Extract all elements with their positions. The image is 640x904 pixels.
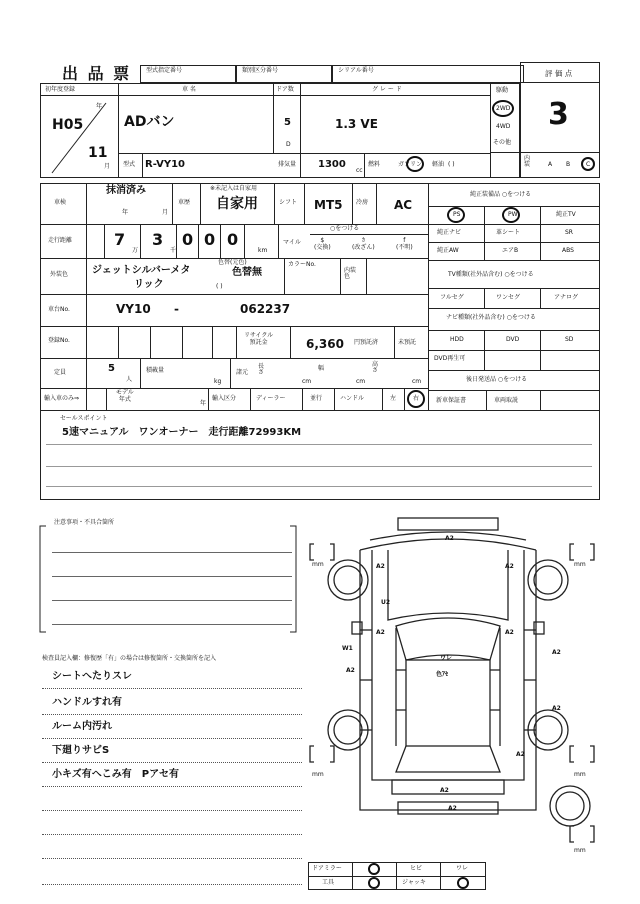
navi-hdd: HDD <box>450 336 464 343</box>
damage-mark-11: A2 <box>516 751 525 758</box>
mileage-label: 走行距離 <box>48 237 73 244</box>
height-cm-unit: cm <box>412 378 422 385</box>
damage-mark-3: A2 <box>505 563 514 570</box>
note-line-2: ハンドルすれ有 <box>52 697 122 708</box>
interior-label: 内装 <box>524 155 531 168</box>
mm-rear-right: mm <box>574 771 586 778</box>
first-reg-month-unit: 月 <box>104 163 111 170</box>
ac-label: 冷房 <box>356 199 369 206</box>
damage-mark-10: A2 <box>552 705 561 712</box>
grade-label: グ レ ー ド <box>372 86 402 93</box>
load-label: 積載量 <box>146 367 165 374</box>
equip-abs: ABS <box>562 247 574 254</box>
model-designation-label: 型式指定番号 <box>146 67 183 74</box>
category-label: 類別区分番号 <box>242 67 279 74</box>
handle-label: ハンドル <box>340 395 365 402</box>
shaken-value: 抹消済み <box>106 185 146 196</box>
left-handle-label: 左 <box>390 395 397 402</box>
interior-c: C <box>586 161 591 168</box>
equip-genuine-tv: 純正TV <box>556 211 576 218</box>
chassis-prefix: VY10 <box>116 302 151 316</box>
navi-dvd: DVD <box>506 336 520 343</box>
ac-value: AC <box>394 198 413 212</box>
rating-value: 3 <box>548 97 569 132</box>
chassis-number: 062237 <box>240 302 291 316</box>
damage-mark-6: W1 <box>342 645 353 652</box>
mm-rear-left: mm <box>312 771 324 778</box>
drive-2wd: 2WD <box>496 105 511 112</box>
damage-mark-8: A2 <box>505 629 514 636</box>
fuel-paren: ( ) <box>448 161 455 168</box>
mileage-digit-5: 0 <box>227 230 239 249</box>
reg-no-label: 登録No. <box>48 337 70 344</box>
displacement-label: 排気量 <box>278 161 297 168</box>
sales-point-text: 5速マニュアル ワンオーナー 走行距離72993KM <box>62 427 302 438</box>
shaken-month-unit: 月 <box>162 209 169 216</box>
width-cm-unit: cm <box>356 378 366 385</box>
later-manual: 車両取説 <box>494 397 519 404</box>
unknown-label: f (不明) <box>396 237 413 252</box>
door-mirror-label: ドアミラー <box>312 865 342 872</box>
tools-circle <box>368 877 380 889</box>
width-label: 幅 <box>318 365 325 372</box>
doors-value: 5 <box>284 117 291 128</box>
damage-mark-13: A2 <box>448 805 457 812</box>
recycle-value: 6,360 <box>306 337 344 351</box>
recycle-paid: 円預託済 <box>354 339 379 346</box>
chassis-label: 車台No. <box>48 306 70 313</box>
jack-circle <box>457 877 469 889</box>
dealer-label: ディーラー <box>256 395 286 402</box>
crack-label: ワレ <box>456 865 469 872</box>
note-line-1: シートへたりスレ <box>52 671 132 682</box>
shift-value: MT5 <box>314 198 343 212</box>
displacement-value: 1300 <box>318 159 346 170</box>
exchange-label: $ (交換) <box>314 237 331 252</box>
drive-label: 駆動 <box>496 87 509 94</box>
recycle-label: リサイクル 預託金 <box>244 332 274 347</box>
mileage-km-unit: km <box>258 247 268 254</box>
serial-label: シリアル番号 <box>338 67 374 74</box>
fuel-label: 燃料 <box>368 161 381 168</box>
right-handle-circle <box>407 390 425 408</box>
model-year-label: モデル 年式 <box>116 389 134 403</box>
grade-value: 1.3 VE <box>335 117 378 131</box>
drive-4wd: 4WD <box>496 123 511 130</box>
mileage-digit-3: 0 <box>182 230 194 249</box>
model-value: R-VY10 <box>145 159 186 170</box>
equip-sr: SR <box>565 229 573 236</box>
jack-label: ジャッキ <box>402 879 426 886</box>
color-change-value: 色替無 <box>232 267 262 278</box>
color-no-label: カラーNo. <box>288 261 316 268</box>
shift-label: シフト <box>279 199 298 206</box>
parallel-label: 並行 <box>310 395 323 402</box>
mileage-digit-1: 7 <box>114 230 126 249</box>
circle-note: ○をつける <box>330 225 360 232</box>
capacity-value: 5 <box>108 363 115 374</box>
first-reg-label: 初年度登録 <box>45 86 76 93</box>
displacement-unit: cc <box>356 167 363 174</box>
altered-label: ｶ (改ざん) <box>352 237 375 252</box>
tools-label: 工具 <box>322 879 335 886</box>
damage-mark-12: A2 <box>440 787 449 794</box>
history-label: 車歴 <box>178 199 191 206</box>
later-title: 後日発送品 ○をつける <box>466 376 528 383</box>
form-title: 出 品 票 <box>62 64 132 83</box>
later-warranty: 新車保証書 <box>436 397 467 404</box>
door-mirror-circle <box>368 863 380 875</box>
import-class-label: 輸入区分 <box>212 395 237 402</box>
mileage-digit-4: 0 <box>204 230 216 249</box>
drive-other: その他 <box>493 139 512 146</box>
model-label: 型式 <box>123 161 136 168</box>
fuel-diesel: 軽油 <box>432 161 445 168</box>
inspector-label: 検査員記入欄：修復歴「有」の場合は修復箇所・交換箇所を記入 <box>42 655 217 662</box>
chassis-dash: - <box>174 302 179 316</box>
mileage-sen-unit: 千 <box>170 247 177 254</box>
import-label: 輸入車のみ⇒ <box>44 395 80 402</box>
equip-leather: 革シート <box>496 229 521 236</box>
first-reg-month: 11 <box>88 145 108 161</box>
center-note-1: ワレ <box>440 655 453 662</box>
mm-front-left: mm <box>312 561 324 568</box>
capacity-label: 定員 <box>54 369 67 376</box>
equip-pw-circle <box>502 207 520 223</box>
load-unit: kg <box>214 378 222 385</box>
defects-bracket <box>38 520 300 640</box>
tv-analog: アナログ <box>554 294 579 301</box>
note-line-3: ルーム内汚れ <box>52 721 112 732</box>
tv-fullseg: フルセグ <box>440 294 464 301</box>
height-label: 高さ <box>372 361 379 374</box>
car-name-label: 車 名 <box>182 86 196 93</box>
mileage-digit-2: 3 <box>152 230 164 249</box>
equip-pw: PW <box>508 211 518 218</box>
interior-color-label: 内装色 <box>344 267 357 280</box>
damage-mark-9: A2 <box>552 649 561 656</box>
color-change-paren: ( ) <box>216 283 223 290</box>
color-label: 外装色 <box>50 271 69 278</box>
right-handle-label: 右 <box>413 395 420 402</box>
note-line-5: 小キズ有へこみ有 Pアセ有 <box>52 769 180 780</box>
shaken-year-unit: 年 <box>122 209 129 216</box>
equip-genuine-navi: 純正ナビ <box>437 229 462 236</box>
center-note-2: 色ｱｾ <box>436 671 449 678</box>
usage-value: 自家用 <box>216 196 258 212</box>
interior-a: A <box>548 161 553 168</box>
rating-label: 評 価 点 <box>545 69 573 78</box>
equip-genuine-aw: 純正AW <box>437 247 459 254</box>
first-reg-era: H05 <box>52 117 84 133</box>
interior-b: B <box>566 161 571 168</box>
color-change-label: 色替(元色) <box>218 259 247 266</box>
capacity-unit: 人 <box>126 376 133 383</box>
color-value-2: リック <box>134 279 164 290</box>
mileage-man-unit: 万 <box>132 247 139 254</box>
damage-mark-5: A2 <box>376 629 385 636</box>
color-value-1: ジェットシルバーメタ <box>92 265 191 276</box>
shaken-label: 車検 <box>54 199 67 206</box>
genuine-title: 純正装備品 ○をつける <box>470 191 532 198</box>
damage-mark-7: A2 <box>346 667 355 674</box>
damage-mark-2: A2 <box>376 563 385 570</box>
mm-front-right: mm <box>574 561 586 568</box>
mm-spare: mm <box>574 847 586 854</box>
defects-label: 注意事項・不具合箇所 <box>54 519 115 526</box>
car-diagram <box>300 510 600 850</box>
damage-mark-4: U2 <box>381 599 391 606</box>
doors-unit: D <box>286 141 291 148</box>
interior-c-circle <box>581 157 595 171</box>
fuel-gasoline-circle <box>406 156 424 172</box>
dims-label: 諸元 <box>236 369 249 376</box>
tv-title: TV種類(社外品含む) ○をつける <box>448 271 534 278</box>
tv-oneseg: ワンセグ <box>496 294 521 301</box>
model-year-unit: 年 <box>200 400 207 407</box>
first-reg-year-unit: 年 <box>96 103 103 110</box>
sales-point-label: セールスポイント <box>60 415 108 422</box>
length-cm-unit: cm <box>302 378 312 385</box>
recycle-unpaid: 未預託 <box>398 339 417 346</box>
equip-ps: PS <box>453 211 461 218</box>
damage-mark-1: A2 <box>445 535 454 542</box>
navi-title: ナビ種類(社外品含む) ○をつける <box>446 314 536 321</box>
mile-label: マイル <box>283 239 301 246</box>
equip-ps-circle <box>447 207 465 223</box>
navi-sd: SD <box>565 336 574 343</box>
note-line-4: 下廻りサビS <box>52 745 110 756</box>
drive-2wd-circle <box>492 100 514 117</box>
crack-small-label: ヒビ <box>410 865 423 872</box>
length-label: 長さ <box>258 363 265 376</box>
usage-note: ※未記入は自家用 <box>210 185 258 192</box>
equip-airbag: エアB <box>502 247 519 254</box>
fuel-gasoline: ガソリン <box>398 161 423 168</box>
car-name-value: ADバン <box>124 114 175 130</box>
navi-dvd-play: DVD再生可 <box>434 355 466 362</box>
doors-label: ドア数 <box>276 86 294 93</box>
